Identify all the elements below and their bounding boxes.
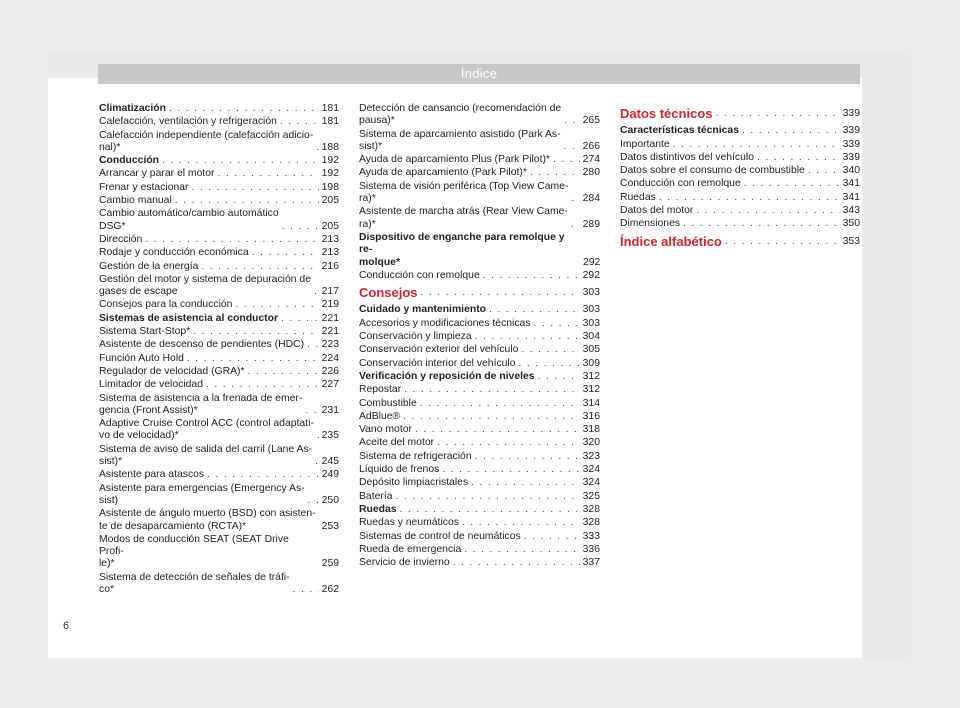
- toc-dot-leader: [396, 491, 580, 503]
- toc-dot-leader: [193, 326, 318, 338]
- toc-dot-leader: [437, 437, 580, 449]
- toc-entry-page: 328: [582, 503, 600, 515]
- toc-entry-page: 231: [321, 404, 339, 416]
- toc-dot-leader: [534, 318, 580, 330]
- toc-entry[interactable]: [99, 366, 339, 378]
- toc-entry-title: Gestión del motor y sistema de depuración de gases de escape: [99, 273, 311, 298]
- toc-dot-leader: [673, 139, 840, 151]
- toc-entry[interactable]: [99, 469, 339, 481]
- toc-entry-page: 205: [321, 220, 339, 232]
- toc-dot-leader: [145, 234, 318, 246]
- toc-dot-leader: [715, 108, 839, 120]
- toc-entry[interactable]: [99, 508, 339, 533]
- toc-entry[interactable]: [99, 234, 339, 246]
- toc-entry-page: 341: [842, 191, 860, 203]
- toc-dot-leader: [571, 219, 580, 231]
- toc-entry-title: Consejos para la conducción: [99, 299, 233, 311]
- toc-entry-title: Sistema Start-Stop*: [99, 326, 191, 338]
- toc-entry-title: Sistema de asistencia a la frenada de emer- gencia (Front Assist)*: [99, 392, 303, 416]
- toc-entry[interactable]: [359, 304, 600, 316]
- toc-entry-page: 205: [321, 195, 339, 207]
- toc-dot-leader: [725, 236, 840, 248]
- toc-entry-title: Conservación exterior del vehículo: [359, 344, 519, 356]
- toc-entry-page: 323: [582, 450, 600, 462]
- toc-entry-page: 181: [321, 116, 339, 128]
- toc-entry-title: Conducción: [99, 155, 160, 167]
- toc-entry[interactable]: [99, 339, 339, 351]
- toc-entry-title: Sistema de detección de señales de tráfi- co*: [99, 571, 290, 595]
- toc-entry-title: Ayuda de aparcamiento (Park Pilot)*: [359, 167, 527, 179]
- toc-dot-leader: [207, 469, 319, 481]
- toc-entry[interactable]: [359, 517, 600, 529]
- toc-section-heading[interactable]: [359, 287, 600, 299]
- toc-dot-leader: [175, 195, 319, 207]
- toc-entry-title: Regulador de velocidad (GRA)*: [99, 365, 245, 377]
- toc-entry[interactable]: [99, 483, 339, 508]
- toc-entry-page: 341: [842, 178, 860, 190]
- toc-entry[interactable]: [359, 331, 600, 343]
- toc-entry-page: 325: [582, 490, 600, 502]
- toc-column-3: [620, 103, 860, 253]
- toc-entry[interactable]: [99, 261, 339, 273]
- toc-dot-leader: [564, 115, 579, 127]
- toc-entry-page: 312: [582, 384, 600, 396]
- toc-entry-page: 188: [321, 141, 339, 153]
- toc-entry-page: 280: [582, 167, 600, 179]
- toc-dot-leader: [757, 152, 840, 164]
- toc-dot-leader: [280, 116, 319, 128]
- toc-dot-leader: [421, 287, 580, 299]
- toc-entry-page: 316: [582, 410, 600, 422]
- toc-entry[interactable]: [99, 274, 339, 299]
- toc-entry[interactable]: [620, 139, 860, 151]
- toc-dot-leader: [521, 344, 579, 356]
- toc-entry[interactable]: [359, 371, 600, 383]
- toc-dot-leader: [307, 339, 319, 351]
- toc-entry-page: 221: [321, 312, 339, 324]
- toc-entry-page: 213: [321, 247, 339, 259]
- toc-entry-title: Asistente de descenso de pendientes (HDC): [99, 339, 305, 351]
- toc-entry-title: Datos técnicos: [620, 106, 713, 121]
- toc-column-1: [99, 103, 339, 597]
- toc-entry-page: 328: [582, 517, 600, 529]
- toc-entry-page: 350: [842, 218, 860, 230]
- toc-dot-leader: [281, 313, 319, 325]
- toc-entry[interactable]: [359, 181, 600, 206]
- toc-entry[interactable]: [620, 125, 860, 137]
- toc-dot-leader: [571, 193, 579, 205]
- toc-entry-title: Datos distintivos del vehículo: [620, 151, 754, 163]
- toc-entry-page: 303: [582, 287, 600, 299]
- toc-entry-title: Combustible: [359, 397, 417, 409]
- toc-entry[interactable]: [359, 491, 600, 503]
- toc-dot-leader: [530, 167, 580, 179]
- toc-dot-leader: [317, 430, 319, 442]
- toc-entry-page: 339: [842, 108, 860, 119]
- toc-entry-title: Ayuda de aparcamiento Plus (Park Pilot)*: [359, 154, 550, 166]
- toc-entry-page: 198: [321, 181, 339, 193]
- toc-section-heading[interactable]: [620, 233, 860, 249]
- toc-dot-leader: [683, 218, 840, 230]
- toc-dot-leader: [808, 165, 840, 177]
- toc-dot-leader: [305, 405, 318, 417]
- toc-entry-page: 339: [842, 138, 860, 150]
- toc-entry-page: 192: [321, 155, 339, 167]
- toc-dot-leader: [201, 261, 318, 273]
- toc-entry[interactable]: [359, 318, 600, 330]
- toc-dot-leader: [404, 384, 579, 396]
- toc-dot-leader: [462, 517, 580, 529]
- toc-section-heading[interactable]: [620, 108, 860, 120]
- toc-entry-page: 216: [321, 260, 339, 272]
- toc-dot-leader: [415, 424, 580, 436]
- toc-entry-title: Conducción con remolque: [359, 269, 480, 281]
- toc-entry-title: Importante: [620, 138, 670, 150]
- toc-entry-title: Características técnicas: [620, 125, 739, 137]
- toc-entry-title: Ruedas: [620, 191, 656, 203]
- toc-entry[interactable]: [99, 168, 339, 180]
- toc-dot-leader: [564, 141, 580, 153]
- toc-entry-page: 324: [582, 477, 600, 489]
- toc-entry[interactable]: [99, 534, 339, 571]
- toc-entry[interactable]: [359, 398, 600, 410]
- toc-entry-title: Asistente de marcha atrás (Rear View Came- ra)*: [359, 206, 568, 230]
- toc-entry[interactable]: [359, 557, 600, 569]
- toc-entry-title: Sistema de aviso de salida del carril (Lane As- sist)*: [99, 443, 313, 468]
- toc-entry[interactable]: [99, 208, 339, 233]
- toc-entry[interactable]: [99, 103, 339, 115]
- toc-entry[interactable]: [359, 384, 600, 396]
- toc-entry[interactable]: [99, 572, 339, 597]
- toc-entry-title: Líquido de frenos: [359, 464, 440, 476]
- toc-entry[interactable]: [99, 326, 339, 338]
- toc-entry-page: 303: [582, 304, 600, 316]
- toc-entry[interactable]: [359, 504, 600, 516]
- toc-entry-page: 324: [582, 464, 600, 476]
- toc-dot-leader: [235, 299, 318, 311]
- toc-entry-title: Función Auto Hold: [99, 352, 184, 364]
- toc-entry[interactable]: [99, 182, 339, 194]
- toc-entry-title: Vano motor: [359, 424, 412, 436]
- toc-entry-page: 305: [582, 344, 600, 356]
- toc-entry-page: 343: [842, 205, 860, 217]
- toc-entry-page: 318: [582, 424, 600, 436]
- toc-entry-title: Conservación y limpieza: [359, 331, 472, 343]
- toc-entry-page: 235: [321, 430, 339, 442]
- toc-entry-page: 265: [582, 115, 600, 127]
- toc-entry-title: Sistemas de control de neumáticos: [359, 530, 521, 542]
- toc-dot-leader: [489, 304, 580, 316]
- toc-entry[interactable]: [359, 424, 600, 436]
- toc-entry-title: Frenar y estacionar: [99, 181, 189, 193]
- toc-dot-leader: [400, 504, 580, 516]
- toc-entry[interactable]: [99, 418, 339, 443]
- toc-entry-page: 213: [321, 233, 339, 245]
- toc-entry-page: 292: [582, 269, 600, 281]
- toc-entry[interactable]: [359, 451, 600, 463]
- toc-dot-leader: [314, 286, 319, 298]
- toc-entry-title: Aceite del motor: [359, 437, 435, 449]
- toc-entry-title: Gestión de la energía: [99, 260, 199, 272]
- toc-entry-page: 320: [582, 437, 600, 449]
- toc-entry[interactable]: [359, 344, 600, 356]
- toc-dot-leader: [282, 221, 319, 233]
- toc-entry[interactable]: [99, 116, 339, 128]
- toc-entry[interactable]: [99, 247, 339, 259]
- toc-entry-title: Índice alfabético: [620, 233, 722, 249]
- toc-entry[interactable]: [99, 379, 339, 391]
- toc-entry[interactable]: [359, 232, 600, 269]
- toc-entry-title: Rodaje y conducción económica: [99, 247, 249, 259]
- toc-entry-page: 262: [321, 583, 339, 595]
- toc-entry-title: Dispositivo de enganche para remolque y re- molque*: [359, 231, 565, 268]
- toc-dot-leader: [252, 247, 319, 259]
- toc-entry-title: Adaptive Cruise Control ACC (control adaptati- vo de velocidad)*: [99, 418, 314, 442]
- toc-entry-page: 221: [321, 326, 339, 338]
- toc-entry-title: Asistente para atascos: [99, 469, 205, 481]
- toc-entry-title: Calefacción independiente (calefacción adicio- nal)*: [99, 129, 314, 153]
- toc-dot-leader: [483, 270, 580, 282]
- toc-entry-title: Sistema de aparcamiento asistido (Park As- sist)*: [359, 128, 561, 152]
- toc-entry-page: 250: [321, 494, 339, 506]
- toc-entry-title: Sistemas de asistencia al conductor: [99, 312, 279, 324]
- toc-entry-title: Sistema de refrigeración: [359, 450, 472, 462]
- toc-dot-leader: [315, 456, 319, 468]
- toc-dot-leader: [464, 544, 579, 556]
- toc-entry-page: 226: [321, 365, 339, 377]
- toc-entry[interactable]: [359, 167, 600, 179]
- toc-entry[interactable]: [359, 477, 600, 489]
- toc-dot-leader: [187, 353, 319, 365]
- toc-entry[interactable]: [359, 544, 600, 556]
- toc-entry-page: 227: [321, 379, 339, 391]
- toc-entry-title: Arrancar y parar el motor: [99, 168, 215, 180]
- toc-entry-page: 245: [321, 456, 339, 468]
- toc-entry[interactable]: [99, 299, 339, 311]
- toc-entry[interactable]: [99, 313, 339, 325]
- page-title: Índice: [98, 64, 860, 84]
- toc-dot-leader: [475, 331, 580, 343]
- toc-entry-page: 253: [321, 520, 339, 532]
- page-number: 6: [63, 620, 70, 632]
- toc-entry[interactable]: [99, 195, 339, 207]
- toc-entry[interactable]: [359, 531, 600, 543]
- toc-entry[interactable]: [359, 206, 600, 231]
- toc-dot-leader: [169, 103, 319, 115]
- toc-entry[interactable]: [359, 464, 600, 476]
- toc-entry[interactable]: [99, 130, 339, 155]
- toc-entry-page: 340: [842, 165, 860, 177]
- toc-dot-leader: [192, 182, 319, 194]
- toc-entry[interactable]: [620, 165, 860, 177]
- toc-entry-title: Modos de conducción SEAT (SEAT Drive Profi- le)*: [99, 533, 289, 570]
- toc-entry-title: AdBlue®: [359, 410, 401, 422]
- toc-entry-page: 339: [842, 125, 860, 137]
- toc-entry[interactable]: [359, 358, 600, 370]
- toc-dot-leader: [659, 192, 840, 204]
- toc-entry-page: 304: [582, 331, 600, 343]
- toc-dot-leader: [475, 451, 580, 463]
- toc-entry-title: Repostar: [359, 384, 402, 396]
- toc-entry[interactable]: [359, 411, 600, 423]
- toc-dot-leader: [162, 155, 319, 167]
- toc-entry[interactable]: [620, 205, 860, 217]
- toc-entry-title: Verificación y reposición de niveles: [359, 370, 535, 382]
- toc-dot-leader: [744, 178, 840, 190]
- toc-entry-page: 339: [842, 151, 860, 163]
- toc-entry-title: Ruedas y neumáticos: [359, 517, 459, 529]
- toc-entry-page: 303: [582, 317, 600, 329]
- toc-entry-title: Asistente de ángulo muerto (BSD) con asisten- te de desaparcamiento (RCTA)*: [99, 508, 316, 532]
- toc-entry[interactable]: [99, 393, 339, 418]
- toc-column-2: [359, 103, 600, 570]
- toc-entry-page: 333: [582, 530, 600, 542]
- toc-dot-leader: [248, 366, 319, 378]
- toc-entry-page: 312: [582, 370, 600, 382]
- toc-entry-title: Conservación interior del vehículo: [359, 357, 516, 369]
- toc-dot-leader: [553, 154, 580, 166]
- toc-dot-leader: [538, 371, 580, 383]
- toc-entry-title: Rueda de emergencia: [359, 543, 462, 555]
- toc-entry-page: 309: [582, 357, 600, 369]
- toc-entry-page: 217: [321, 286, 339, 298]
- toc-entry-title: Datos sobre el consumo de combustible: [620, 165, 805, 177]
- toc-entry-page: 337: [582, 557, 600, 569]
- toc-dot-leader: [453, 557, 580, 569]
- toc-entry[interactable]: [620, 192, 860, 204]
- toc-entry[interactable]: [359, 129, 600, 154]
- toc-dot-leader: [218, 168, 319, 180]
- toc-dot-leader: [742, 125, 840, 137]
- toc-dot-leader: [420, 398, 580, 410]
- toc-entry-title: Dimensiones: [620, 218, 681, 230]
- toc-dot-leader: [293, 584, 319, 596]
- toc-entry-title: Ruedas: [359, 503, 397, 515]
- toc-entry-title: Calefacción, ventilación y refrigeración: [99, 116, 277, 128]
- toc-entry-title: Cambio automático/cambio automático DSG*: [99, 208, 279, 232]
- toc-entry-page: 259: [321, 558, 340, 570]
- toc-entry-page: 249: [321, 469, 339, 481]
- toc-entry-title: Sistema de visión periférica (Top View Came- ra)*: [359, 180, 569, 205]
- toc-entry[interactable]: [359, 437, 600, 449]
- toc-entry-title: Detección de cansancio (recomendación de pausa)*: [359, 103, 562, 127]
- toc-dot-leader: [519, 358, 580, 370]
- toc-entry[interactable]: [99, 444, 339, 469]
- toc-entry-page: 219: [321, 299, 339, 311]
- toc-entry[interactable]: [620, 152, 860, 164]
- toc-dot-leader: [206, 379, 319, 391]
- toc-dot-leader: [316, 142, 318, 154]
- toc-entry-page: 181: [321, 103, 339, 114]
- toc-entry-page: 292: [582, 256, 601, 268]
- toc-entry-page: 266: [582, 140, 600, 152]
- toc-entry-title: Cuidado y mantenimiento: [359, 304, 487, 316]
- toc-dot-leader: [696, 205, 839, 217]
- toc-entry-page: 223: [321, 339, 339, 351]
- toc-entry-title: Asistente para emergencias (Emergency As- sist): [99, 482, 305, 506]
- toc-entry[interactable]: [359, 103, 600, 128]
- toc-entry-page: 353: [842, 235, 860, 247]
- toc-entry-title: Servicio de invierno: [359, 557, 450, 569]
- toc-entry-page: 274: [582, 154, 600, 166]
- toc-entry[interactable]: [620, 218, 860, 230]
- toc-entry-page: 314: [582, 397, 600, 409]
- toc-entry[interactable]: [359, 270, 600, 282]
- toc-dot-leader: [442, 464, 579, 476]
- toc-entry[interactable]: [99, 155, 339, 167]
- toc-dot-leader: [524, 531, 580, 543]
- toc-entry-title: Depósito limpiacristales: [359, 477, 469, 489]
- toc-entry-title: Climatización: [99, 103, 166, 114]
- toc-entry[interactable]: [359, 154, 600, 166]
- toc-entry-title: Accesorios y modificaciones técnicas: [359, 317, 531, 329]
- toc-entry-title: Dirección: [99, 233, 143, 245]
- toc-entry-page: 336: [582, 543, 600, 555]
- toc-entry[interactable]: [620, 178, 860, 190]
- toc-dot-leader: [471, 477, 580, 489]
- toc-entry-title: Cambio manual: [99, 195, 172, 207]
- toc-entry-page: 192: [321, 168, 339, 180]
- toc-entry-page: 224: [321, 352, 339, 364]
- toc-entry-title: Conducción con remolque: [620, 178, 741, 190]
- toc-entry-page: 284: [582, 193, 600, 205]
- toc-entry-title: Datos del motor: [620, 205, 694, 217]
- toc-dot-leader: [308, 495, 319, 507]
- toc-entry-page: 289: [582, 218, 600, 230]
- toc-entry-title: Batería: [359, 490, 393, 502]
- toc-entry[interactable]: [99, 353, 339, 365]
- toc-entry-title: Limitador de velocidad: [99, 379, 203, 391]
- toc-entry-title: Consejos: [359, 285, 418, 301]
- toc-dot-leader: [403, 411, 579, 423]
